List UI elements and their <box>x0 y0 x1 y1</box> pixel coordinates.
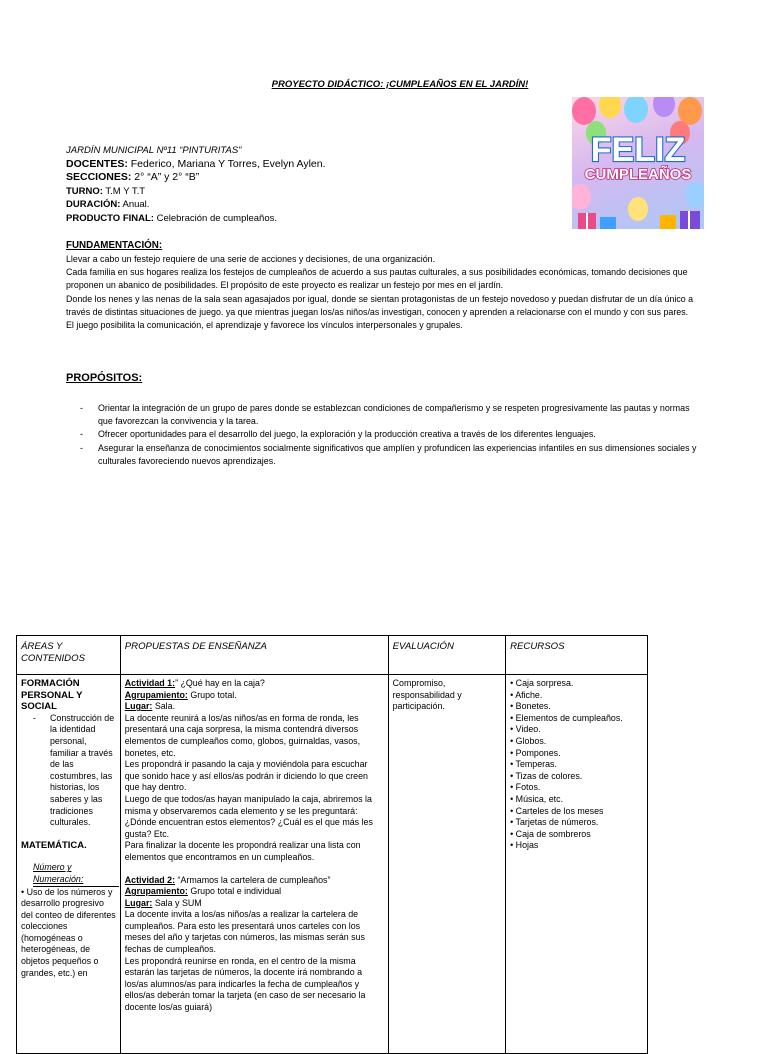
planning-table <box>16 635 648 1054</box>
area-matematica-title: MATEMÁTICA. <box>21 839 87 851</box>
table-header-row <box>17 636 648 675</box>
turno-label: TURNO: <box>66 185 103 197</box>
propositos-heading: PROPÓSITOS: <box>66 372 143 384</box>
recurso-item: • Hojas <box>510 840 539 851</box>
propuestas-cell <box>120 675 388 1054</box>
recurso-item: • Elementos de cumpleaños. <box>510 712 623 723</box>
fundamentacion-paragraph: Cada familia en sus hogares realiza los festejos de cumpleaños de acuerdo a sus pautas culturales, a sus posibilidades económicas, tomando decisiones que proponen un abanico de posibilidades. El propósito de este proyecto es realizar un festejo por mes en el jardín. <box>66 267 688 291</box>
area-formacion-title: FORMACIÓN PERSONAL Y SOCIAL <box>21 678 83 713</box>
actividad-1-title: Actividad 1:” ¿Qué hay en la caja? <box>124 678 265 688</box>
duracion-value: Anual. <box>122 199 150 210</box>
area-formacion-text: Construcción de la identidad personal, familiar a través de las costumbres, las historias, los saberes y las tradiciones culturales. <box>50 712 115 828</box>
actividad-1-text: La docente reunirá a los/as niños/as en forma de ronda, les presentará una caja sorpresa, la misma contendrá diversos elementos de cumpleaños como, globos, guirnaldas, vasos, bonetes, etc. Les propondrá ir pasando la caja y moviéndola para escuchar que sonido hace y así ellos/as podrán ir diciendo lo que creen que hay dentro. Luego de que todos/as hayan manipulado la caja, abriremos la misma y observaremos cada elemento y se les preguntará: ¿Dónde encuentran estos elementos? ¿Cuál es el que más les gusta? Etc. Para finalizar la docente les propondrá realizar una lista con elementos que encontramos en un cumpleaños. <box>124 712 373 862</box>
evaluacion-cell <box>388 675 506 1054</box>
balloons-illustration <box>572 97 704 229</box>
recurso-item: • Pompones. <box>510 747 561 758</box>
fundamentacion-heading: FUNDAMENTACIÓN: <box>66 240 163 251</box>
recurso-item: • Fotos. <box>510 782 541 793</box>
fundamentacion-paragraph: Llevar a cabo un festejo requiere de una serie de acciones y decisiones, de una organización. <box>66 254 436 264</box>
docentes-row <box>66 158 326 172</box>
duracion-row <box>66 198 326 212</box>
proposito-item: - Ofrecer oportunidades para el desarrollo del juego, la exploración y la producción creativa a través de los diferentes lenguajes. <box>80 428 700 441</box>
area-matematica-text: • Uso de los números y desarrollo progresivo del conteo de diferentes colecciones (homogéneas o heterogéneas, de objetos pequeños o grandes, etc.) en <box>21 886 116 978</box>
producto-row <box>66 212 326 226</box>
secciones-row <box>66 171 326 185</box>
recurso-item: • Tarjetas de números. <box>510 817 599 828</box>
evaluacion-text: Compromiso, responsabilidad y participación. <box>392 678 462 712</box>
table-row <box>17 675 648 1054</box>
docentes-value: Federico, Mariana Y Torres, Evelyn Aylen. <box>130 157 326 170</box>
numeracion-subtitle: Número y Numeración: <box>33 862 116 886</box>
producto-value: Celebración de cumpleaños. <box>156 212 278 224</box>
recurso-item: • Video. <box>510 724 541 735</box>
turno-row <box>66 185 326 199</box>
school-name: JARDÍN MUNICIPAL Nº11 “PINTURITAS” <box>66 145 242 156</box>
fundamentacion-paragraph: Donde los nenes y las nenas de la sala sean agasajados por igual, donde se sientan protagonistas de un festejo novedoso y puedan disfrutar de un día único a través de distintas situaciones de juego. ya que mientras juegan los/as niños/as investigan, conocen y aprenden a relacionarse con el mundo y con sus pares. <box>66 293 694 317</box>
feliz-cumpleanos-image <box>572 97 704 229</box>
actividad-2-lugar: Lugar: Sala y SUM <box>124 897 202 908</box>
producto-label: PRODUCTO FINAL: <box>66 212 154 224</box>
recurso-item: • Bonetes. <box>510 701 551 712</box>
recursos-cell <box>506 675 648 1054</box>
secciones-label: SECCIONES: <box>66 171 132 183</box>
cumpleanos-text: CUMPLEAÑOS <box>584 166 692 183</box>
recurso-item: • Caja de sombreros <box>510 828 591 839</box>
propositos-list <box>80 402 700 468</box>
recurso-item: • Afiche. <box>510 689 543 700</box>
secciones-value: 2° “A” y 2° “B” <box>134 171 200 183</box>
area-formacion-item: - Construcción de la identidad personal, familiar a través de las costumbres, las historias, los saberes y las tradiciones culturales. <box>33 712 115 828</box>
recurso-item: • Música, etc. <box>510 793 564 804</box>
document-title: PROYECTO DIDÁCTICO: ¡CUMPLEAÑOS EN EL JARDÍN! <box>271 79 529 90</box>
project-info <box>66 144 326 225</box>
header-evaluacion: EVALUACIÓN <box>388 636 506 675</box>
fundamentacion-paragraph: El juego posibilita la comunicación, el aprendizaje y favorece los vínculos interpersonales y grupales. <box>66 320 463 331</box>
turno-value: T.M Y T.T <box>105 185 146 197</box>
recurso-item: • Globos. <box>510 735 547 746</box>
proposito-item: - Asegurar la enseñanza de conocimientos socialmente significativos que amplíen y profundicen las experiencias infantiles en sus dimensiones sociales y culturales favoreciendo nuevos aprendizajes. <box>80 442 700 468</box>
recurso-item: • Temperas. <box>510 759 557 770</box>
header-recursos: RECURSOS <box>506 636 648 675</box>
header-propuestas: PROPUESTAS DE ENSEÑANZA <box>120 636 388 675</box>
feliz-text: FELIZ <box>590 131 686 169</box>
recurso-item: • Tizas de colores. <box>510 770 583 781</box>
header-areas: ÁREAS Y CONTENIDOS <box>17 636 121 675</box>
recurso-item: • Caja sorpresa. <box>510 678 574 688</box>
actividad-2-text: La docente invita a los/as niños/as a realizar la cartelera de cumpleaños. Para esto les presentará unos carteles con los meses del año y tarjetas con números, las mismas serán sus fechas de cumpleaños. Les propondrá reunirse en ronda, en el centro de la misma estarán las tarjetas de números, la docente irá nombrando a los/as alumnos/as para indicarles la fecha de cumpleaños y ellos/as deberán tomar la tarjeta (en caso de ser necesario la docente los/as guiará) <box>124 909 366 1013</box>
actividad-2-title: Actividad 2: “Armamos la cartelera de cumpleaños” <box>124 874 331 885</box>
proposito-item: - Orientar la integración de un grupo de pares donde se establezcan condiciones de compañerismo y se respeten progresivamente las pautas y normas que favorezcan la convivencia y la tarea. <box>80 402 700 428</box>
actividad-2-agrupamiento: Agrupamiento: Grupo total e individual <box>124 886 282 897</box>
fundamentacion-body <box>66 253 706 332</box>
docentes-label: DOCENTES: <box>66 157 128 170</box>
recurso-item: • Carteles de los meses <box>510 805 604 816</box>
actividad-1-agrupamiento: Agrupamiento: Grupo total. <box>124 689 237 700</box>
actividad-1-lugar: Lugar: Sala. <box>124 701 176 712</box>
duracion-label: DURACIÓN: <box>66 199 121 210</box>
areas-cell <box>17 675 121 1054</box>
